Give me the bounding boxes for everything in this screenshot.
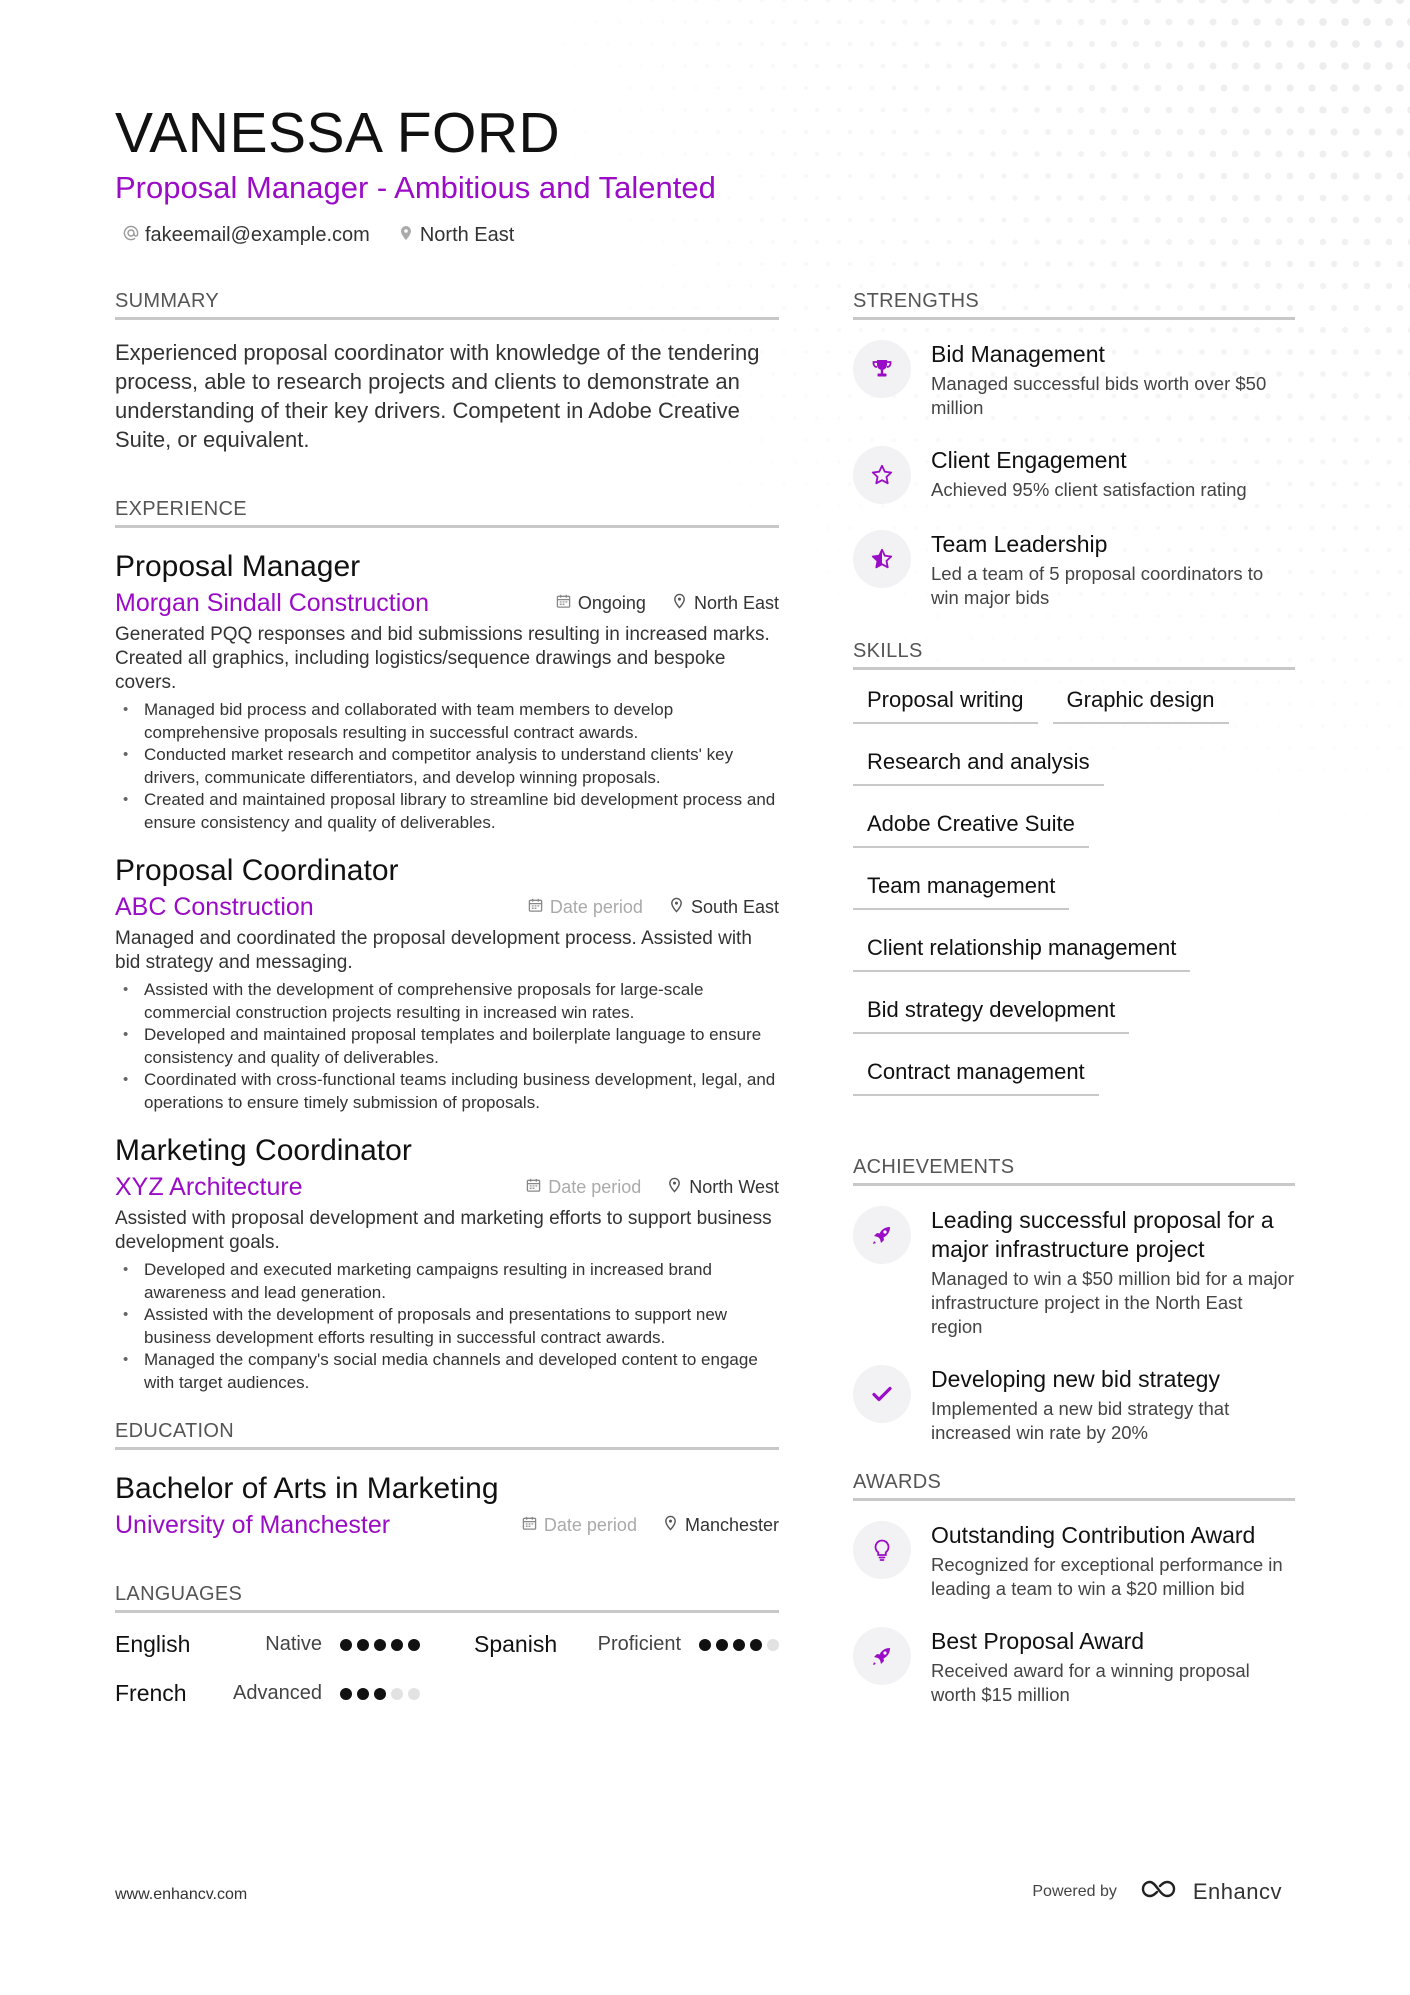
strength-item-text [931, 530, 1295, 610]
experience-section [115, 498, 779, 1394]
section-title-experience: EXPERIENCE [115, 498, 779, 528]
languages-section [115, 1583, 779, 1707]
bullet-item: • Managed bid process and collaborated with team members to develop comprehensive proposals resulting in successful contract awards. [115, 699, 779, 744]
job-description: Generated PQQ responses and bid submissions resulting in increased marks. Created all graphics, including logistics/sequence drawings and bespoke covers. [115, 624, 770, 693]
job-location-text: South East [690, 896, 779, 917]
job-date-text: Ongoing [577, 592, 646, 613]
job-location-text: North West [689, 1176, 779, 1197]
rocket-icon [853, 1627, 911, 1685]
strength-item-title: Client Engagement [931, 447, 1127, 473]
rating-dot [374, 1639, 386, 1651]
job-date [526, 1177, 641, 1198]
strength-item [853, 340, 1295, 420]
bullet-item: • Developed and maintained proposal templates and boilerplate language to ensure consistency and quality of deliverables. [115, 1024, 779, 1069]
job-date-text: Date period [548, 1176, 642, 1197]
achievement-list [853, 1206, 1295, 1445]
experience-item [115, 548, 779, 834]
education-date-text: Date period [543, 1514, 637, 1535]
award-item-description: Received award for a winning proposal worth $15 million [931, 1660, 1250, 1705]
left-column [115, 290, 779, 1707]
award-item-description: Recognized for exceptional performance in leading a team to win a $20 million bid [931, 1554, 1283, 1599]
skill-tag: Adobe Creative Suite [853, 810, 1089, 848]
job-row [115, 1171, 779, 1203]
powered-by-label: Powered by [1032, 1883, 1117, 1900]
skill-tag: Team management [853, 872, 1069, 910]
brand-name: Enhancv [1192, 1879, 1282, 1904]
rating-dot [408, 1639, 420, 1651]
infinity-logo-icon [1139, 1878, 1183, 1906]
candidate-name: VANESSA FORD [115, 101, 561, 165]
achievement-item-description: Managed to win a $50 million bid for a major infrastructure project in the North East region [931, 1268, 1294, 1337]
rating-dot [391, 1639, 403, 1651]
job-location [667, 1177, 779, 1198]
job-title: Proposal Coordinator [115, 854, 399, 887]
rating-dot [374, 1688, 386, 1700]
award-item [853, 1627, 1295, 1707]
rating-dot [750, 1639, 762, 1651]
award-item-title: Outstanding Contribution Award [931, 1522, 1256, 1548]
language-rating [699, 1639, 779, 1651]
education-meta [522, 1515, 779, 1536]
location-pin-icon [667, 1177, 682, 1198]
location-pin-icon [669, 897, 684, 918]
section-title-education: EDUCATION [115, 1420, 779, 1450]
section-title-summary: SUMMARY [115, 290, 779, 320]
language-level: Native [265, 1633, 322, 1655]
education-date [522, 1515, 637, 1536]
language-name: English [115, 1631, 191, 1657]
strength-item-text [931, 340, 1295, 420]
section-title-skills: SKILLS [853, 640, 1295, 670]
job-meta [528, 897, 779, 918]
job-location [672, 593, 779, 614]
job-bullets [115, 1259, 779, 1394]
language-item [115, 1631, 420, 1658]
bullet-item: • Conducted market research and competitor analysis to understand clients' key drivers, communicate differentiators, and develop winning proposals. [115, 744, 779, 789]
rating-dot [340, 1639, 352, 1651]
language-item [474, 1631, 779, 1658]
experience-list [115, 548, 779, 1394]
footer-branding [1032, 1878, 1282, 1906]
company-name: ABC Construction [115, 893, 314, 921]
bullet-item: • Assisted with the development of comprehensive proposals for large-scale commercial construction projects resulting in increased win rates. [115, 979, 779, 1024]
strength-item-text [931, 446, 1247, 504]
job-description: Assisted with proposal development and marketing efforts to support business development goals. [115, 1208, 772, 1253]
at-icon [123, 224, 139, 247]
strength-item-title: Team Leadership [931, 531, 1108, 557]
job-location [669, 897, 779, 918]
contact-location [398, 224, 514, 247]
achievement-item [853, 1206, 1295, 1339]
skill-list [853, 686, 1295, 1096]
section-title-achievements: ACHIEVEMENTS [853, 1156, 1295, 1186]
contact-info [115, 224, 1015, 247]
job-title: Marketing Coordinator [115, 1134, 412, 1167]
job-bullets [115, 979, 779, 1114]
footer-website[interactable]: www.enhancv.com [115, 1886, 248, 1903]
contact-email[interactable] [123, 224, 370, 247]
education-location-text: Manchester [684, 1514, 779, 1535]
star-icon [853, 446, 911, 504]
bullet-item: • Assisted with the development of proposals and presentations to support new business development efforts resulting in successful contract awards. [115, 1304, 779, 1349]
language-name: Spanish [474, 1631, 558, 1657]
company-name: Morgan Sindall Construction [115, 589, 430, 617]
enhancv-logo[interactable] [1139, 1878, 1282, 1906]
bullet-item: • Coordinated with cross-functional teams including business development, legal, and operations to ensure timely submission of proposals. [115, 1069, 779, 1114]
strength-item-description: Achieved 95% client satisfaction rating [931, 479, 1247, 500]
education-section [115, 1420, 779, 1541]
strengths-section [853, 290, 1295, 610]
calendar-icon [526, 1177, 541, 1198]
award-item-text [931, 1627, 1295, 1707]
skill-tag: Graphic design [1053, 686, 1229, 724]
star-half-icon [853, 530, 911, 588]
location-text: North East [419, 224, 515, 246]
achievement-item-text [931, 1365, 1295, 1445]
skill-tag: Proposal writing [853, 686, 1038, 724]
location-pin-icon [398, 224, 414, 247]
skill-tag: Bid strategy development [853, 996, 1129, 1034]
award-item [853, 1521, 1295, 1601]
section-title-languages: LANGUAGES [115, 1583, 779, 1613]
job-meta [556, 593, 779, 614]
rating-dot [699, 1639, 711, 1651]
language-item [115, 1680, 420, 1707]
language-level: Advanced [233, 1682, 322, 1704]
calendar-icon [522, 1515, 537, 1536]
email-text: fakeemail@example.com [145, 224, 370, 246]
summary-text: Experienced proposal coordinator with knowledge of the tendering process, able to research projects and clients to demonstrate an understanding of their key drivers. Competent in Adobe Creative Suite, or equivalent. [115, 340, 760, 452]
skill-tag: Client relationship management [853, 934, 1190, 972]
company-name: XYZ Architecture [115, 1173, 303, 1201]
achievement-item [853, 1365, 1295, 1445]
education-degree: Bachelor of Arts in Marketing [115, 1472, 499, 1505]
job-row [115, 891, 779, 923]
language-rating [340, 1639, 420, 1651]
language-name: French [115, 1680, 187, 1706]
section-title-awards: AWARDS [853, 1471, 1295, 1501]
strength-item [853, 530, 1295, 610]
award-item-title: Best Proposal Award [931, 1628, 1145, 1654]
language-rating [340, 1688, 420, 1700]
language-list [115, 1631, 779, 1707]
rating-dot [716, 1639, 728, 1651]
skill-tag: Contract management [853, 1058, 1099, 1096]
education-location [663, 1515, 779, 1536]
strength-list [853, 340, 1295, 610]
award-list [853, 1521, 1295, 1707]
rating-dot [391, 1688, 403, 1700]
award-item-text [931, 1521, 1295, 1601]
candidate-tagline: Proposal Manager - Ambitious and Talented [115, 170, 716, 205]
skills-section [853, 640, 1295, 1096]
language-level: Proficient [597, 1633, 681, 1655]
resume-header [115, 102, 1015, 247]
job-meta [526, 1177, 779, 1198]
job-location-text: North East [693, 592, 779, 613]
calendar-icon [556, 593, 571, 614]
location-pin-icon [663, 1515, 678, 1536]
location-pin-icon [672, 593, 687, 614]
rating-dot [733, 1639, 745, 1651]
experience-item [115, 852, 779, 1114]
achievement-item-title: Leading successful proposal for a major infrastructure project [931, 1207, 1274, 1262]
right-column [853, 290, 1295, 1733]
job-title: Proposal Manager [115, 550, 361, 583]
calendar-icon [528, 897, 543, 918]
strength-item-description: Managed successful bids worth over $50 million [931, 373, 1267, 418]
rating-dot [357, 1639, 369, 1651]
rating-dot [357, 1688, 369, 1700]
trophy-icon [853, 340, 911, 398]
rocket-icon [853, 1206, 911, 1264]
bullet-item: • Created and maintained proposal library to streamline bid development process and ensure consistency and quality of deliverables. [115, 789, 779, 834]
section-title-strengths: STRENGTHS [853, 290, 1295, 320]
job-date-text: Date period [549, 896, 643, 917]
skill-tag: Research and analysis [853, 748, 1104, 786]
summary-section [115, 290, 779, 454]
achievement-item-title: Developing new bid strategy [931, 1366, 1220, 1392]
education-school: University of Manchester [115, 1511, 391, 1539]
rating-dot [408, 1688, 420, 1700]
strength-item-description: Led a team of 5 proposal coordinators to win major bids [931, 563, 1264, 608]
education-row [115, 1509, 779, 1541]
achievement-item-description: Implemented a new bid strategy that increased win rate by 20% [931, 1398, 1230, 1443]
strength-item [853, 446, 1295, 504]
job-date [556, 593, 646, 614]
bullet-item: • Managed the company's social media channels and developed content to engage with target audiences. [115, 1349, 779, 1394]
bullet-item: • Developed and executed marketing campaigns resulting in increased brand awareness and lead generation. [115, 1259, 779, 1304]
achievement-item-text [931, 1206, 1295, 1339]
strength-item-title: Bid Management [931, 341, 1105, 367]
job-bullets [115, 699, 779, 834]
awards-section [853, 1471, 1295, 1707]
lightbulb-icon [853, 1521, 911, 1579]
rating-dot [340, 1688, 352, 1700]
job-date [528, 897, 643, 918]
rating-dot [767, 1639, 779, 1651]
experience-item [115, 1132, 779, 1394]
job-description: Managed and coordinated the proposal development process. Assisted with bid strategy and messaging. [115, 928, 752, 973]
check-icon [853, 1365, 911, 1423]
job-row [115, 587, 779, 619]
achievements-section [853, 1156, 1295, 1445]
